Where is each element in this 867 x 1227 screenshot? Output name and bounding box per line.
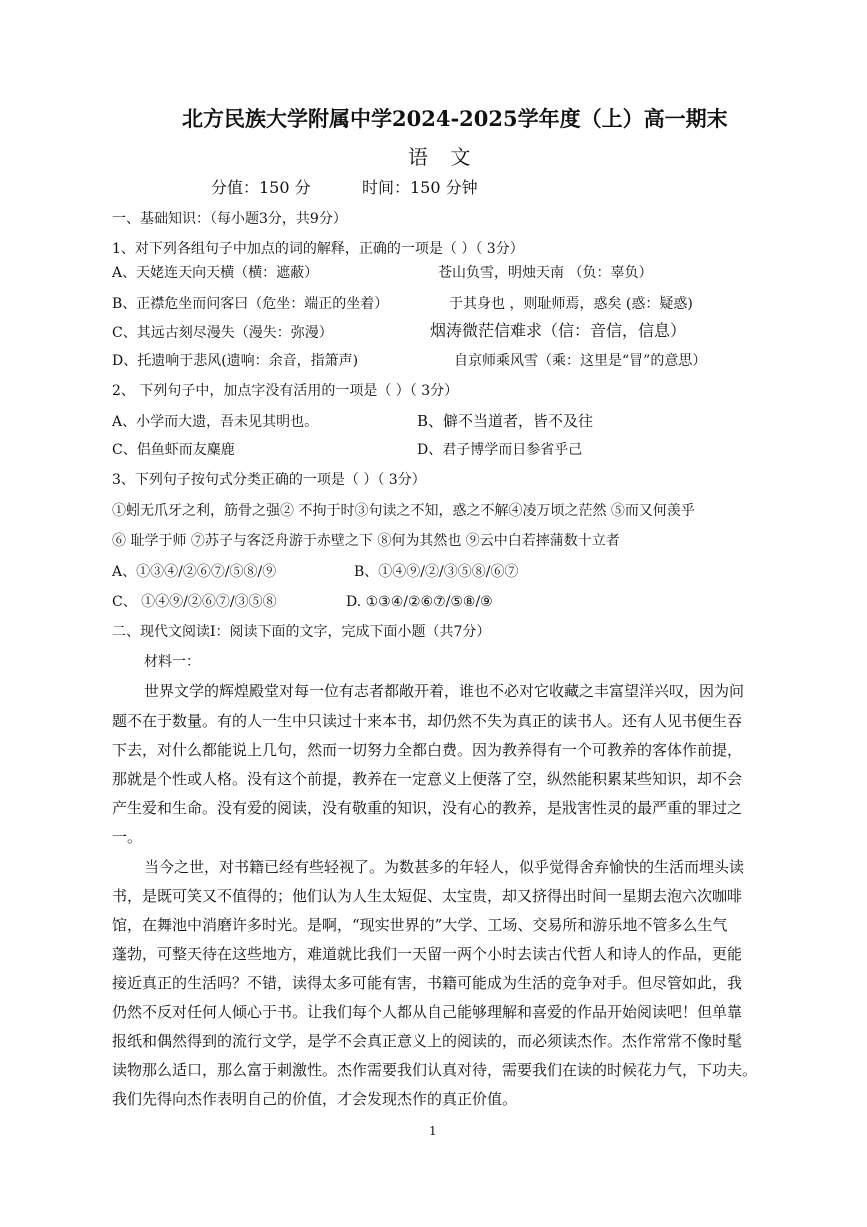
paragraph1-line: 一。 [112, 828, 143, 846]
paragraph1-line: 产生爱和生命。没有爱的阅读，没有敬重的知识，没有心的教养，是戕害性灵的最严重的罪过之 [112, 799, 743, 817]
q3-option-c: C、 ①④⑨/②⑥⑦/③⑤⑧ [112, 594, 277, 610]
q1-option-a-right: 苍山负雪，明烛天南 （负：辜负） [438, 265, 653, 281]
paragraph1-line: 那就是个性或人格。没有这个前提，教养在一定意义上便落了空，纵然能积累某些知识，却不会 [112, 770, 743, 788]
q3-option-a: A、①③④/②⑥⑦/⑤⑧/⑨ [112, 564, 277, 580]
q3-option-d: D. ①③④/②⑥⑦/⑤⑧/⑨ [346, 594, 493, 610]
paragraph2-line: 蓬勃，可整天待在这些地方，难道就比我们一天留一两个小时去读古代哲人和诗人的作品，更能 [112, 945, 743, 963]
paragraph2-line: 报纸和偶然得到的流行文学，是学不会真正意义上的阅读的，而必须读杰作。杰作常常不像时髦 [112, 1032, 743, 1050]
time-info: 时间：150 分钟 [362, 178, 478, 197]
paragraph1-line: 世界文学的辉煌殿堂对每一位有志者都敞开着，谁也不必对它收藏之丰富望洋兴叹，因为问 [144, 682, 745, 700]
q1-option-a-left: A、天姥连天向天横（横：遮蔽） [112, 265, 319, 281]
exam-title: 北方民族大学附属中学2024-2025学年度（上）高一期末 [182, 106, 728, 131]
paragraph2-line: 接近真正的生活吗？不错，读得太多可能有害，书籍可能成为生活的竞争对手。但尽管如此，我 [112, 974, 743, 992]
q2-option-b: B、僻不当道者，皆不及往 [417, 412, 594, 430]
q1-option-c-left: C、其远古刻尽漫失（漫失：弥漫） [112, 325, 333, 341]
q3-option-b: B、①④⑨/②/③⑤⑧/⑥⑦ [354, 564, 519, 580]
q3-items-line2: ⑥ 耻学于师 ⑦苏子与客泛舟游于赤壁之下 ⑧何为其然也 ⑨云中白若摔蒲数十立者 [112, 533, 620, 549]
subject-title: 语 文 [408, 145, 479, 169]
q1-option-d-left: D、托遗响于悲风(遗响：余音，指箫声) [112, 353, 359, 369]
material-label: 材料一： [144, 654, 200, 670]
q2-stem: 2、 下列句子中，加点字没有活用的一项是（ ）（ 3分） [112, 383, 459, 399]
q1-option-d-right: 自京师乘风雪（乘：这里是“冒”的意思） [454, 353, 707, 369]
q1-option-b-left: B、正襟危坐而问客曰（危坐：端正的坐着） [112, 296, 389, 312]
paragraph2-line: 仍然不反对任何人倾心于书。让我们每个人都从自己能够理解和喜爱的作品开始阅读吧！但单靠 [112, 1003, 743, 1021]
q1-option-b-right: 于其身也 ，则耻师焉，惑矣 (惑：疑惑) [449, 296, 693, 312]
q2-option-a: A、小学而大遗，吾未见其明也。 [112, 414, 319, 430]
q2-option-c: C、侣鱼虾而友麋鹿 [112, 442, 235, 458]
page-number: 1 [429, 1124, 437, 1138]
paragraph2-line: 我们先得向杰作表明自己的价值，才会发现杰作的真正价值。 [112, 1090, 518, 1108]
paragraph2-line: 读物那么适口，那么富于刺激性。杰作需要我们认真对待，需要我们在读的时候花力气，下功夫。 [112, 1061, 758, 1079]
paragraph2-line: 当今之世，对书籍已经有些轻视了。为数甚多的年轻人，似乎觉得舍弃愉快的生活而埋头读 [144, 858, 745, 876]
paragraph2-line: 馆，在舞池中消磨许多时光。是啊，“现实世界的”大学、工场、交易所和游乐地不管多么生气 [112, 916, 728, 934]
paragraph1-line: 下去，对什么都能说上几句，然而一切努力全都白费。因为教养得有一个可教养的客体作前提， [112, 741, 743, 759]
q3-stem: 3、下列句子按句式分类正确的一项是（ ）（ 3分） [112, 472, 426, 488]
q1-option-c-right: 烟涛微茫信难求（信：音信，信息） [430, 321, 687, 340]
section1-heading: 一、基础知识：（每小题3分，共9分） [112, 211, 347, 227]
q2-option-d: D、君子博学而日参省乎己 [417, 442, 583, 458]
section2-heading: 二、现代文阅读Ⅰ：阅读下面的文字，完成下面小题（共7分） [112, 624, 491, 640]
q1-stem: 1、对下列各组句子中加点的词的解释，正确的一项是（ ）（ 3分） [112, 241, 524, 257]
paragraph1-line: 题不在于数量。有的人一生中只读过十来本书，却仍然不失为真正的读书人。还有人见书便生吞 [112, 712, 743, 730]
score-info: 分值：150 分 [211, 178, 311, 197]
q3-items-line1: ①蚓无爪牙之利，筋骨之强② 不拘于时③句读之不知，惑之不解④凌万顷之茫然 ⑤而又何羡乎 [112, 503, 695, 519]
paragraph2-line: 书，是既可笑又不值得的；他们认为人生太短促、太宝贵，却又挤得出时间一星期去泡六次咖啡 [112, 887, 743, 905]
